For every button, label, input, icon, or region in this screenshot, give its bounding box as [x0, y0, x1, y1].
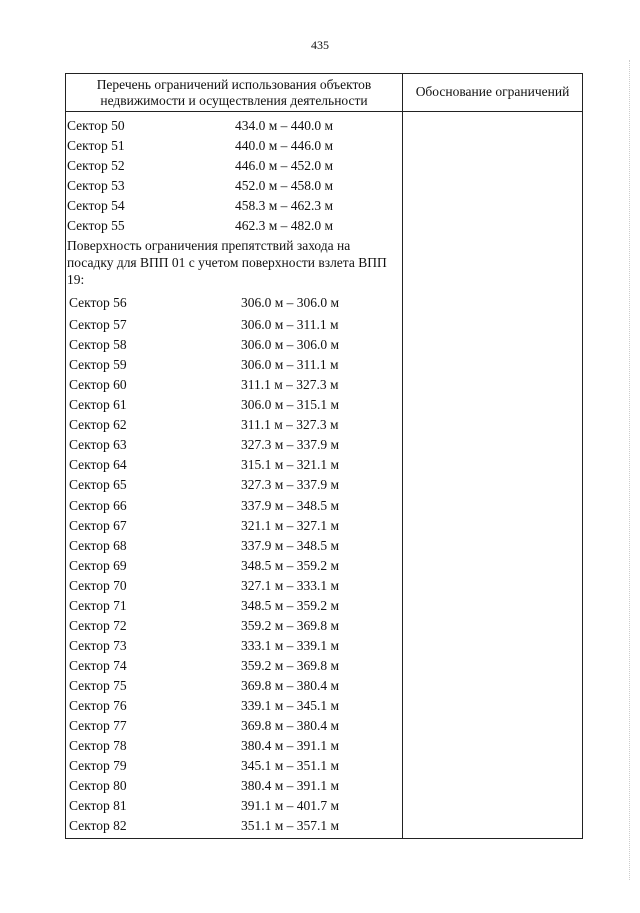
sector-name: Сектор 53 [67, 178, 125, 193]
height-range: 359.2 м – 369.8 м [241, 617, 340, 633]
sector-name: Сектор 58 [69, 337, 127, 353]
height-range: 359.2 м – 369.8 м [241, 657, 340, 673]
height-range: 391.1 м – 401.7 м [241, 798, 340, 814]
sector-name: Сектор 66 [69, 497, 127, 513]
height-range: 369.8 м – 380.4 м [241, 677, 340, 693]
page-number: 435 [311, 38, 329, 52]
sector-name: Сектор 65 [69, 477, 127, 493]
height-range: 327.1 м – 333.1 м [241, 577, 340, 593]
sector-name: Сектор 64 [69, 457, 127, 473]
sector-name: Сектор 52 [67, 158, 125, 173]
sector-name: Сектор 69 [69, 557, 127, 573]
sector-name: Сектор 55 [67, 218, 125, 233]
height-range: 380.4 м – 391.1 м [241, 778, 340, 794]
height-range: 311.1 м – 327.3 м [241, 377, 339, 393]
height-range: 306.0 м – 311.1 м [241, 357, 339, 373]
header-justification: Обоснование ограничений [415, 84, 570, 99]
sector-name: Сектор 70 [69, 577, 127, 593]
height-range: 339.1 м – 345.1 м [241, 698, 340, 713]
height-range: 351.1 м – 357.1 м [241, 818, 340, 834]
sector-name: Сектор 59 [69, 357, 127, 373]
height-range: 345.1 м – 351.1 м [241, 758, 340, 774]
sector-name: Сектор 60 [69, 377, 127, 393]
sector-name: Сектор 63 [69, 437, 127, 453]
scan-edge [629, 60, 630, 880]
sector-name: Сектор 72 [69, 617, 127, 633]
height-range: 333.1 м – 339.1 м [241, 637, 340, 653]
height-range: 327.3 м – 337.9 м [241, 437, 340, 453]
sector-name: Сектор 74 [69, 657, 127, 673]
surface-note: Поверхность ограничения препятствий захода на посадку для ВПП 01 с учетом поверхности взлета ВПП 19: [67, 238, 387, 287]
restrictions-table [65, 73, 583, 839]
height-range: 315.1 м – 321.1 м [241, 457, 340, 473]
sector-name: Сектор 80 [69, 778, 127, 794]
sector-name: Сектор 78 [69, 738, 127, 754]
sector-name: Сектор 62 [69, 417, 127, 433]
height-range: 462.3 м – 482.0 м [235, 218, 334, 233]
height-range: 321.1 м – 327.1 м [241, 517, 340, 533]
sector-name: Сектор 61 [69, 397, 127, 413]
sector-name: Сектор 81 [69, 798, 127, 814]
height-range: 446.0 м – 452.0 м [235, 158, 334, 173]
height-range: 327.3 м – 337.9 м [241, 477, 340, 493]
height-range: 306.0 м – 306.0 м [241, 295, 340, 310]
height-range: 311.1 м – 327.3 м [241, 417, 339, 433]
table-header [66, 74, 582, 112]
sector-name: Сектор 75 [69, 677, 127, 693]
height-range: 337.9 м – 348.5 м [241, 497, 340, 513]
height-range: 452.0 м – 458.0 м [235, 178, 334, 193]
height-range: 380.4 м – 391.1 м [241, 738, 340, 754]
height-range: 369.8 м – 380.4 м [241, 718, 340, 734]
sector-name: Сектор 71 [69, 597, 127, 613]
sector-name: Сектор 56 [69, 295, 127, 310]
height-range: 306.0 м – 315.1 м [241, 397, 340, 413]
column-divider [402, 74, 403, 838]
height-range: 337.9 м – 348.5 м [241, 537, 340, 553]
sector-name: Сектор 50 [67, 118, 125, 133]
height-range: 440.0 м – 446.0 м [235, 138, 334, 153]
sector-name: Сектор 51 [67, 138, 125, 153]
height-range: 306.0 м – 311.1 м [241, 317, 339, 333]
sector-name: Сектор 57 [69, 317, 127, 333]
sector-name: Сектор 77 [69, 718, 127, 734]
height-range: 458.3 м – 462.3 м [235, 198, 334, 213]
sector-name: Сектор 76 [69, 698, 127, 713]
height-range: 348.5 м – 359.2 м [241, 557, 340, 573]
sector-name: Сектор 68 [69, 537, 127, 553]
header-restrictions-list: Перечень ограничений использования объектов недвижимости и осуществления деятельности [96, 77, 372, 108]
sector-name: Сектор 79 [69, 758, 127, 774]
sector-name: Сектор 73 [69, 637, 127, 653]
sector-name: Сектор 54 [67, 198, 125, 213]
sector-name: Сектор 67 [69, 517, 127, 533]
height-range: 434.0 м – 440.0 м [235, 118, 334, 133]
height-range: 348.5 м – 359.2 м [241, 597, 340, 613]
height-range: 306.0 м – 306.0 м [241, 337, 340, 353]
sector-name: Сектор 82 [69, 818, 127, 834]
